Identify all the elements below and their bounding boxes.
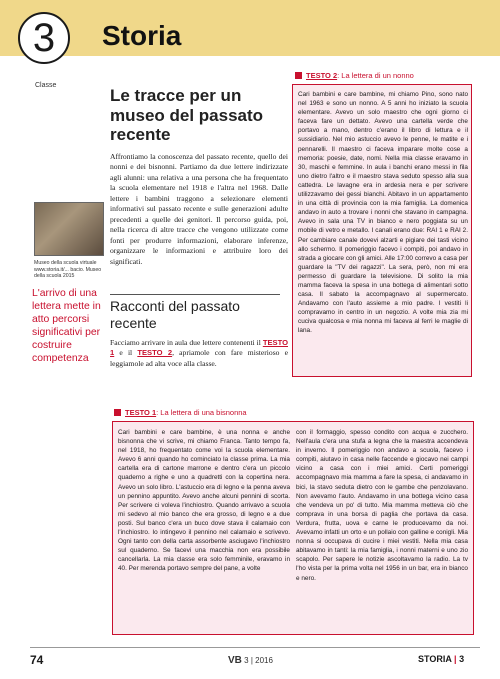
sub-intro-part: , apriamole con fare misterioso e leggiamole ad alta voce alla classe. <box>110 348 288 368</box>
header-strip <box>0 56 500 72</box>
section-title: Storia <box>102 20 182 51</box>
sidebar-quote: L'arrivo di una lettera mette in atto percorsi significativi per costruire competenza <box>32 288 101 364</box>
page-number: 74 <box>30 653 44 667</box>
text1-label-title: : La lettera di una bisnonna <box>156 408 247 417</box>
article-intro: Affrontiamo la conoscenza del passato recente, quello dei nonni e dei bisnonni. Partiamo da due lettere indirizzate agli alunni: una relativa a una persona che ha frequentato la scuola elementare nel 1918 e l'altra nel 1968. Dalle lettere i bambini traggono a selezionare elementi informativi sul passato recente e sulle generazioni adulte precedenti a quelle dei genitori. Il percorso guida, poi, nella ricerca di altre tracce che vengono utilizzate come fonti per produrre informazioni, elaborare inferenze, organizzare le informazioni e attribuire loro dei significati. <box>110 152 288 266</box>
red-square-icon <box>295 72 302 79</box>
section-heading-text: Racconti del passato recente <box>110 298 240 331</box>
footer-section-class: 3 <box>459 654 465 664</box>
text2-label-ref: TESTO 2 <box>306 71 338 80</box>
red-square-icon <box>114 409 121 416</box>
footer-divider: | <box>454 654 457 664</box>
footer-section-name: STORIA <box>418 654 452 664</box>
photo-caption: Museo della scuola virtuale www.storia.it/... bacio. Museo della scuola 2015 <box>34 260 102 279</box>
magazine-logo: VB <box>228 655 242 666</box>
text1-label <box>114 408 247 417</box>
magazine-issue: 3 | 2016 <box>244 656 273 665</box>
footer-rule <box>30 647 480 648</box>
footer-section <box>418 654 464 664</box>
text2-label <box>295 71 414 80</box>
badge-number: 3 <box>32 16 56 60</box>
class-badge <box>18 12 70 64</box>
section-intro <box>110 338 288 369</box>
text1-reference: TESTO 1 <box>110 338 288 358</box>
sub-intro-part: e il <box>114 348 138 358</box>
sub-intro-part: Facciamo arrivare in aula due lettere contenenti il <box>110 338 263 347</box>
section-heading <box>110 294 290 332</box>
text1-column-a: Cari bambini e care bambine, è una nonna e anche bisnonna che vi scrive, mi chiamo Franca. Tanto tempo fa, nel 1918, ho frequentato come voi la scuola elementare. Avevo 6 anni quando ho cominciato la classe prima. La mia cartella era di cartone marrone e dentro c'era un piccolo quaderno a righe e uno a quadretti con la copertina nera. Avevo un solo libro. L'astuccio era di legno e la penna aveva un pennino appuntito. Avevo anche alcuni pennini di scorta. Per scrivere ci voleva l'inchiostro. Quando arrivavo a scuola mi sedevo al mio banco che era grosso, di legno e a due posti. Sul banco c'era un buco dove stava il calamaio con l'inchiostro. Io intingevo il pennino nel calamaio e scrivevo. Ogni tanto con della carta assorbente asciugavo l'inchiostro sul quaderno. Se facevi una macchia non era possibile cancellarla. La mia classe era solo femminile, eravamo in 40. Per merenda portavo sempre del pane, a volte <box>118 429 290 573</box>
article-title: Le tracce per un museo del passato recente <box>110 86 264 145</box>
text2-label-title: : La lettera di un nonno <box>337 71 414 80</box>
badge-label: Classe <box>35 82 57 89</box>
museum-photo <box>34 202 104 256</box>
footer-magazine <box>228 655 273 666</box>
text1-column-b: con il formaggio, spesso condito con acqua e zucchero. Nell'aula c'era una stufa a legna che la maestra accendeva in inverno. Il pomeriggio non andavo a scuola, facevo i compiti, aiutavo in casa nelle faccende e giocavo nei campi vicino a casa con i miei amici. Certi pomeriggi accompagnavo mia mamma a fare la spesa, ci andavamo in bici, la stavo seduta dietro con le gambe che penzolavano. Non avevamo l'auto. Andavamo in una bottega vicino casa che vendeva un po' di tutto. Mia mamma metteva ciò che comprava in una borsa di paglia che portava da casa. Verdura, frutta, uova e carne le producevamo da noi. Avevamo infatti un orto e un pollaio con galline e conigli. Mia nonna si occupava di cucire i miei vestiti. Nella mia casa abitavamo in tanti: la mia famiglia, i nonni materni e uno zio scapolo. Per sapere le notizie ascoltavamo la radio. La tv l'ho vista per la prima volta nel 1956 in un bar, era in bianco e nero. <box>296 429 468 582</box>
header-band <box>0 0 500 72</box>
text2-reference: TESTO 2 <box>137 348 173 358</box>
text1-label-ref: TESTO 1 <box>125 408 157 417</box>
heading-rule <box>110 294 280 295</box>
text2-body: Cari bambini e care bambine, mi chiamo Pino, sono nato nel 1963 e sono un nonno. A 5 anni ho iniziato la scuola elementare. Avevo un solo maestro che ogni giorno ci faceva fare un dettato. Avevo una cartella verde che portavo a mano, dentro c'erano il libro di lettura e il sussidiario. Nel mio astuccio avevo le penne, le matite e i pennarelli. Il maestro ci faceva imparare molte cose a memoria: poesie, date, nomi. Nella mia classe eravamo in 30, maschi e femmine. In aula i banchi erano messi in fila uno dietro l'altro e il maestro stava seduto spesso alla sua cattedra. Le lavagne era in ardesia nera e per scrivere utilizzavamo dei gessi bianchi. Abitavo in un appartamento in una città di provincia con la mia famiglia. La domenica andavo in auto a trovare i nonni che stavano in campagna. Avevo in sala una TV in bianco e nero poggiata su un mobile di vetro e metallo. I canali erano due: RAI 1 e RAI 2. Per cambiare canale dovevi alzarti e pigiare dei tasti vicino allo schermo. Il pomeriggio facevo i compiti, poi andavo in strada a giocare con gli amici. Alle 17:00 correvo a casa per guardare la "TV dei ragazzi". La sera, però, non mi era permesso di guardare la televisione. Di solito la mia mamma faceva la spesa in una bottega di alimentari sotto casa. Il sabato la accompagnavo al supermercato. Andavamo con l'auto assieme a mio padre. I vestiti li compravamo in centro in un negozio. A volte mia zia mi cuciva qualcosa e mia nonna mi faceva al ferri le maglie di lana. <box>298 91 468 335</box>
